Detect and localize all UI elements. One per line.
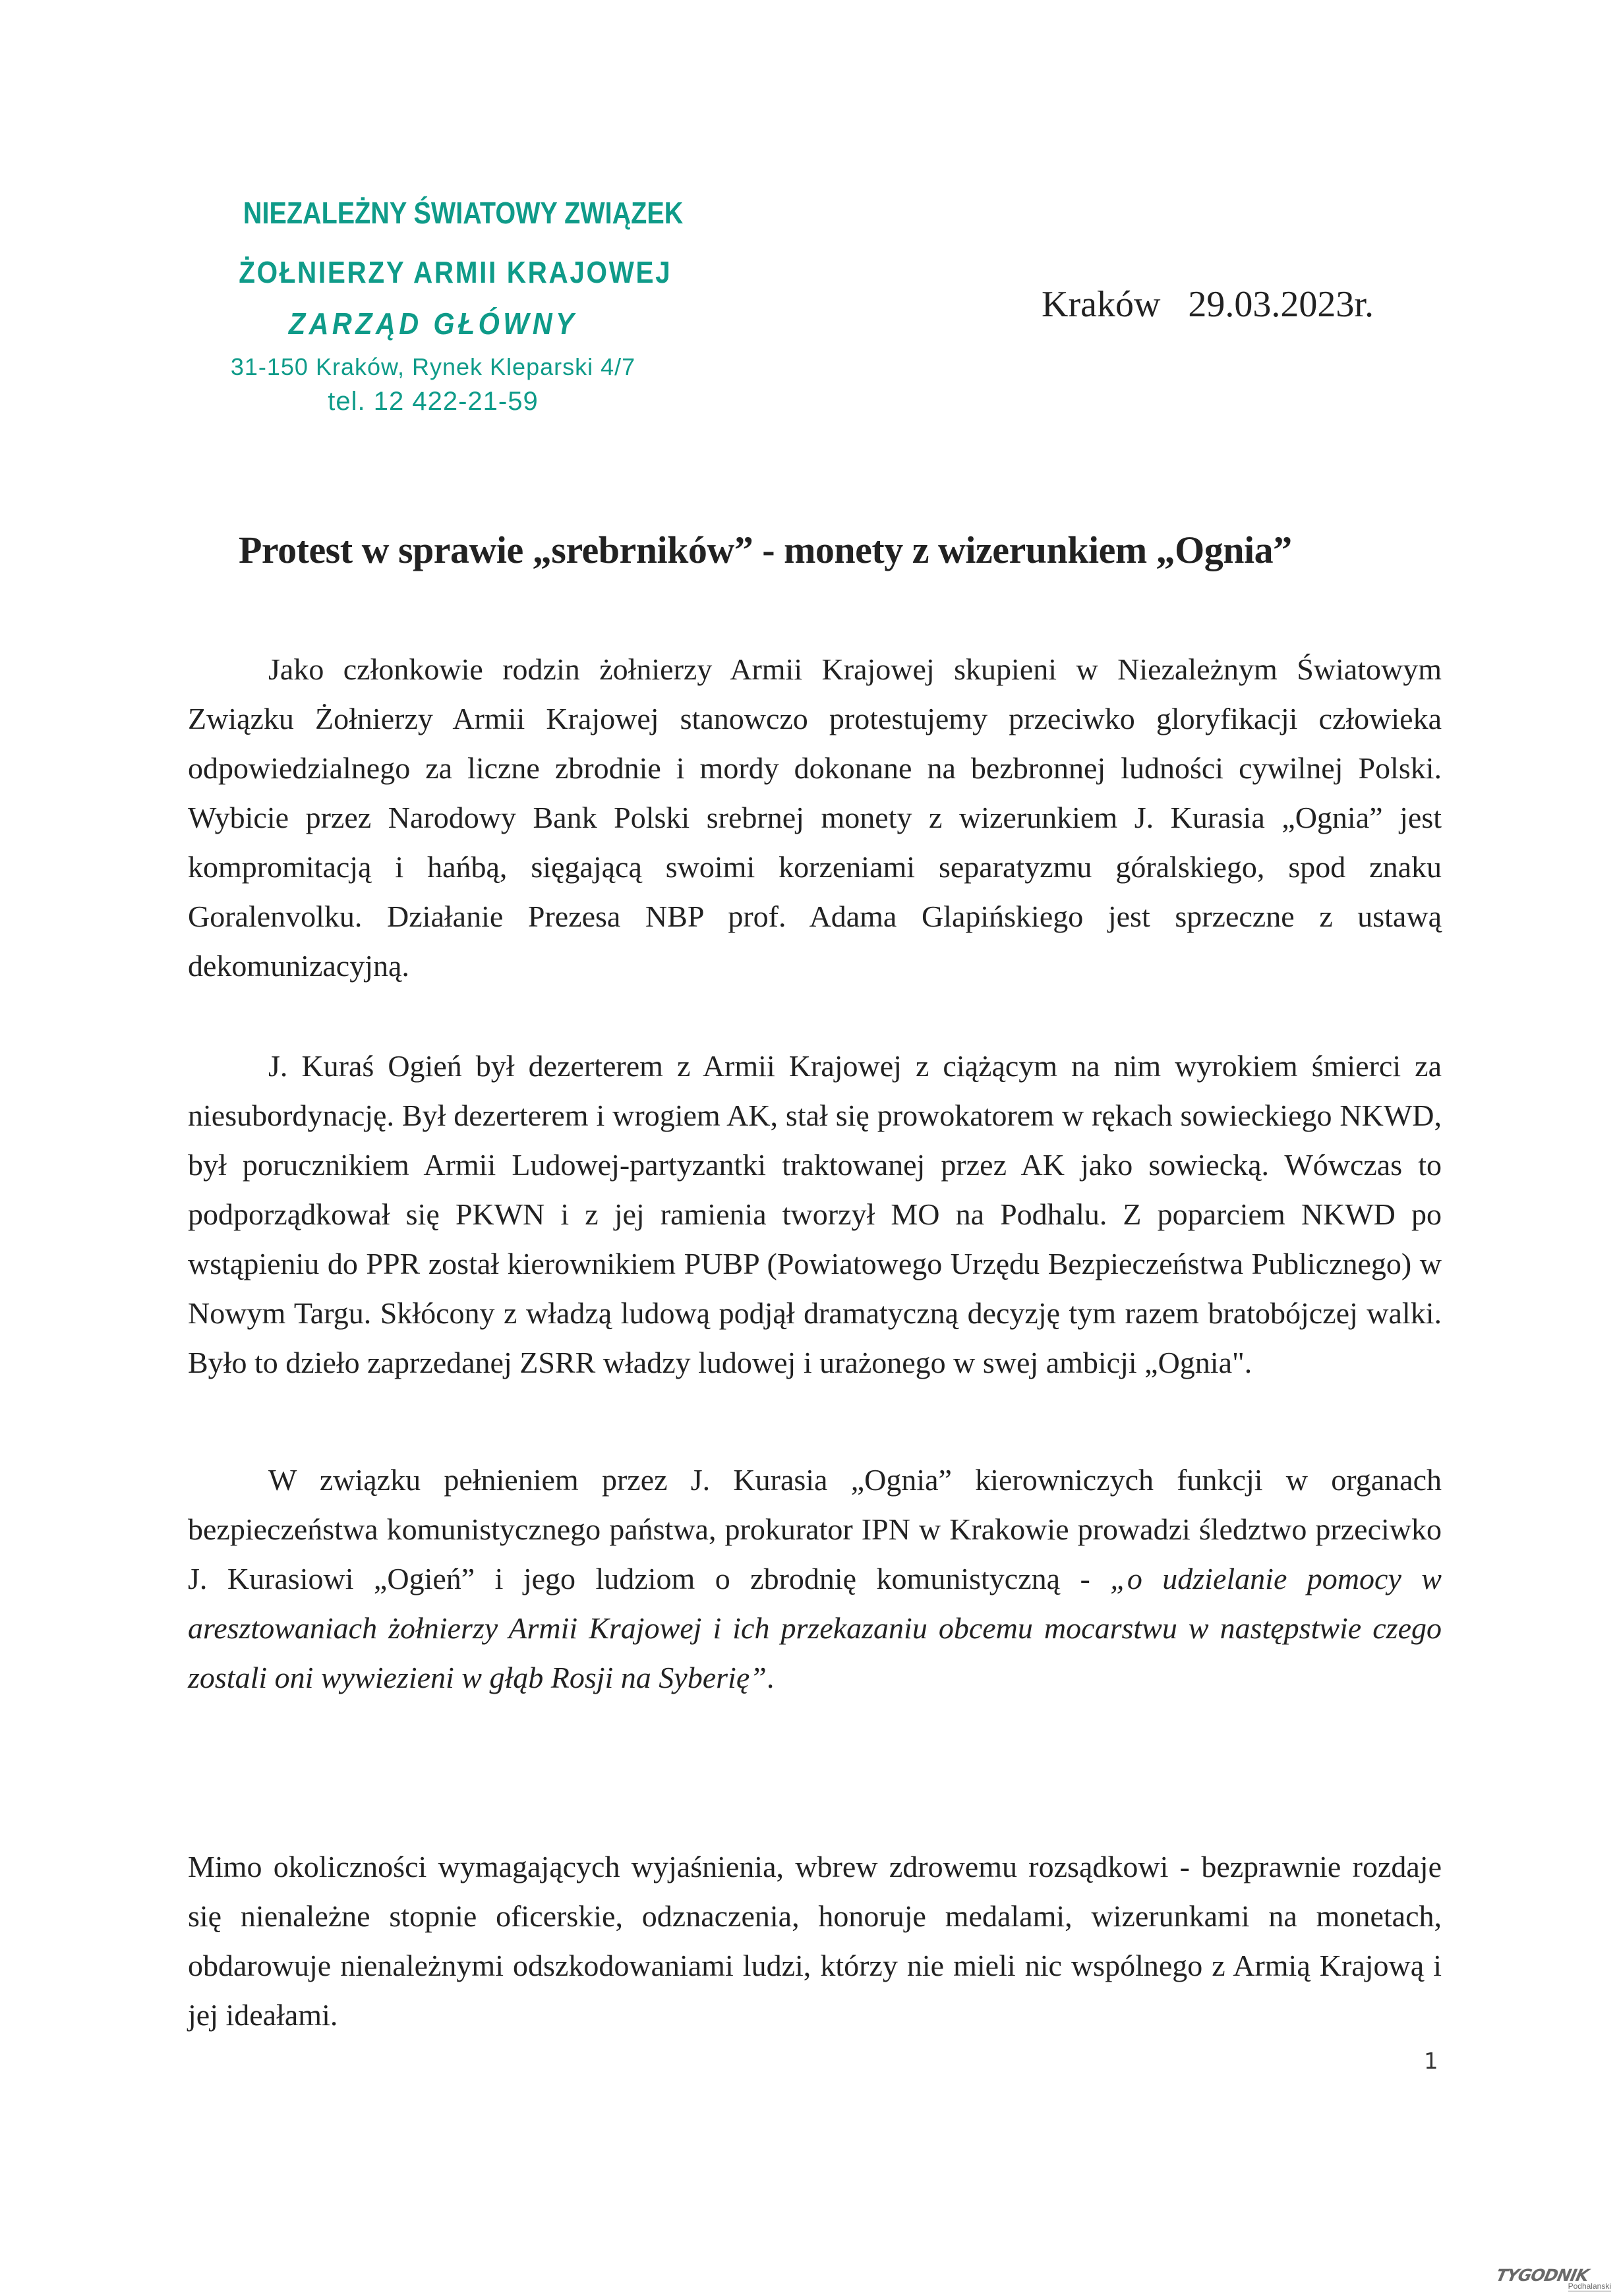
paragraph-1-text: Jako członkowie rodzin żołnierzy Armii Krajowej skupieni w Niezależnym Światowym Związku Żołnierzy Armii Krajowej stanowczo protestujemy przeciwko gloryfikacji człowieka odpowiedzialnego za liczne zbrodnie i mordy dokonane na bezbronnej ludności cywilnej Polski. Wybicie przez Narodowy Bank Polski srebrnej monety z wizerunkiem J. Kurasia „Ognia” jest kompromitacją i hańbą, sięgającą swoimi korzeniami separatyzmu góralskiego, spod znaku Goralenvolku. Działanie Prezesa NBP prof. Adama Glapińskiego jest sprzeczne z ustawą dekomunizacyjną. bbox=[188, 652, 1442, 983]
stamp-line-phone: tel. 12 422-21-59 bbox=[328, 387, 539, 416]
paragraph-2-text: J. Kuraś Ogień był dezerterem z Armii Krajowej z ciążącym na nim wyrokiem śmierci za niesubordynację. Był dezerterem i wrogiem AK, stał się prowokatorem w rękach sowieckiego NKWD, był porucznikiem Armii Ludowej-partyzantki traktowanej przez AK jako sowiecką. Wówczas to podporządkował się PKWN i z jej ramienia tworzył MO na Podhalu. Z poparciem NKWD po wstąpieniu do PPR został kierownikiem PUBP (Powiatowego Urzędu Bezpieczeństwa Publicznego) w Nowym Targu. Skłócony z władzą ludową podjął dramatyczną decyzję tym razem bratobójczej walki. Było to dzieło zaprzedanej ZSRR władzy ludowej i urażonego w swej ambicji „Ognia". bbox=[188, 1049, 1442, 1379]
stamp-line-board: ZARZĄD GŁÓWNY bbox=[288, 306, 578, 341]
watermark-sub-text: Podhalanski bbox=[1568, 2282, 1611, 2291]
date: 29.03.2023r. bbox=[1188, 284, 1374, 325]
paragraph-1 bbox=[188, 645, 1442, 990]
document-title: Protest w sprawie „srebrników” - monety z wizerunkiem „Ognia” bbox=[239, 529, 1292, 571]
place: Kraków bbox=[1042, 284, 1161, 325]
place-date-line bbox=[1042, 283, 1374, 326]
stamp-line-organization: NIEZALEŻNY ŚWIATOWY ZWIĄZEK bbox=[243, 196, 684, 230]
paragraph-3-intro: W związku pełnieniem przez J. Kurasia „Ognia” kierowniczych funkcji w organach bezpieczeństwa komunistycznego państwa, prokurator IPN w Krakowie prowadzi śledztwo przeciwko J. Kurasiowi „Ogień” i jego ludziom o zbrodnię komunistyczną - bbox=[188, 1463, 1442, 1595]
organization-stamp bbox=[212, 196, 684, 416]
stamp-line-address: 31-150 Kraków, Rynek Kleparski 4/7 bbox=[230, 353, 636, 380]
paragraph-4-text: Mimo okoliczności wymagających wyjaśnienia, wbrew zdrowemu rozsądkowi - bezprawnie rozdaje się nienależne stopnie oficerskie, odznaczenia, honoruje medalami, wizerunkami na monetach, obdarowuje nienależnymi odszkodowaniami ludzi, którzy nie mieli nic wspólnego z Armią Krajową i jej ideałami. bbox=[188, 1850, 1442, 2032]
paragraph-4 bbox=[188, 1842, 1442, 2040]
paragraph-3 bbox=[188, 1455, 1442, 1702]
publisher-watermark-logo bbox=[1496, 2266, 1615, 2293]
paragraph-3-end: . bbox=[766, 1661, 775, 1694]
page-number: 1 bbox=[1424, 2048, 1438, 2075]
paragraph-2 bbox=[188, 1041, 1442, 1387]
watermark-main-text: TYGODNIK bbox=[1494, 2266, 1591, 2285]
stamp-line-organization-2: ŻOŁNIERZY ARMII KRAJOWEJ bbox=[239, 255, 672, 289]
paragraph-3-text bbox=[188, 1455, 1442, 1702]
paragraph-3-quote: „o udzielanie pomocy w aresztowaniach żołnierzy Armii Krajowej i ich przekazaniu obcemu mocarstwu w następstwie czego zostali oni wywiezieni w głąb Rosji na Syberię” bbox=[188, 1562, 1442, 1694]
